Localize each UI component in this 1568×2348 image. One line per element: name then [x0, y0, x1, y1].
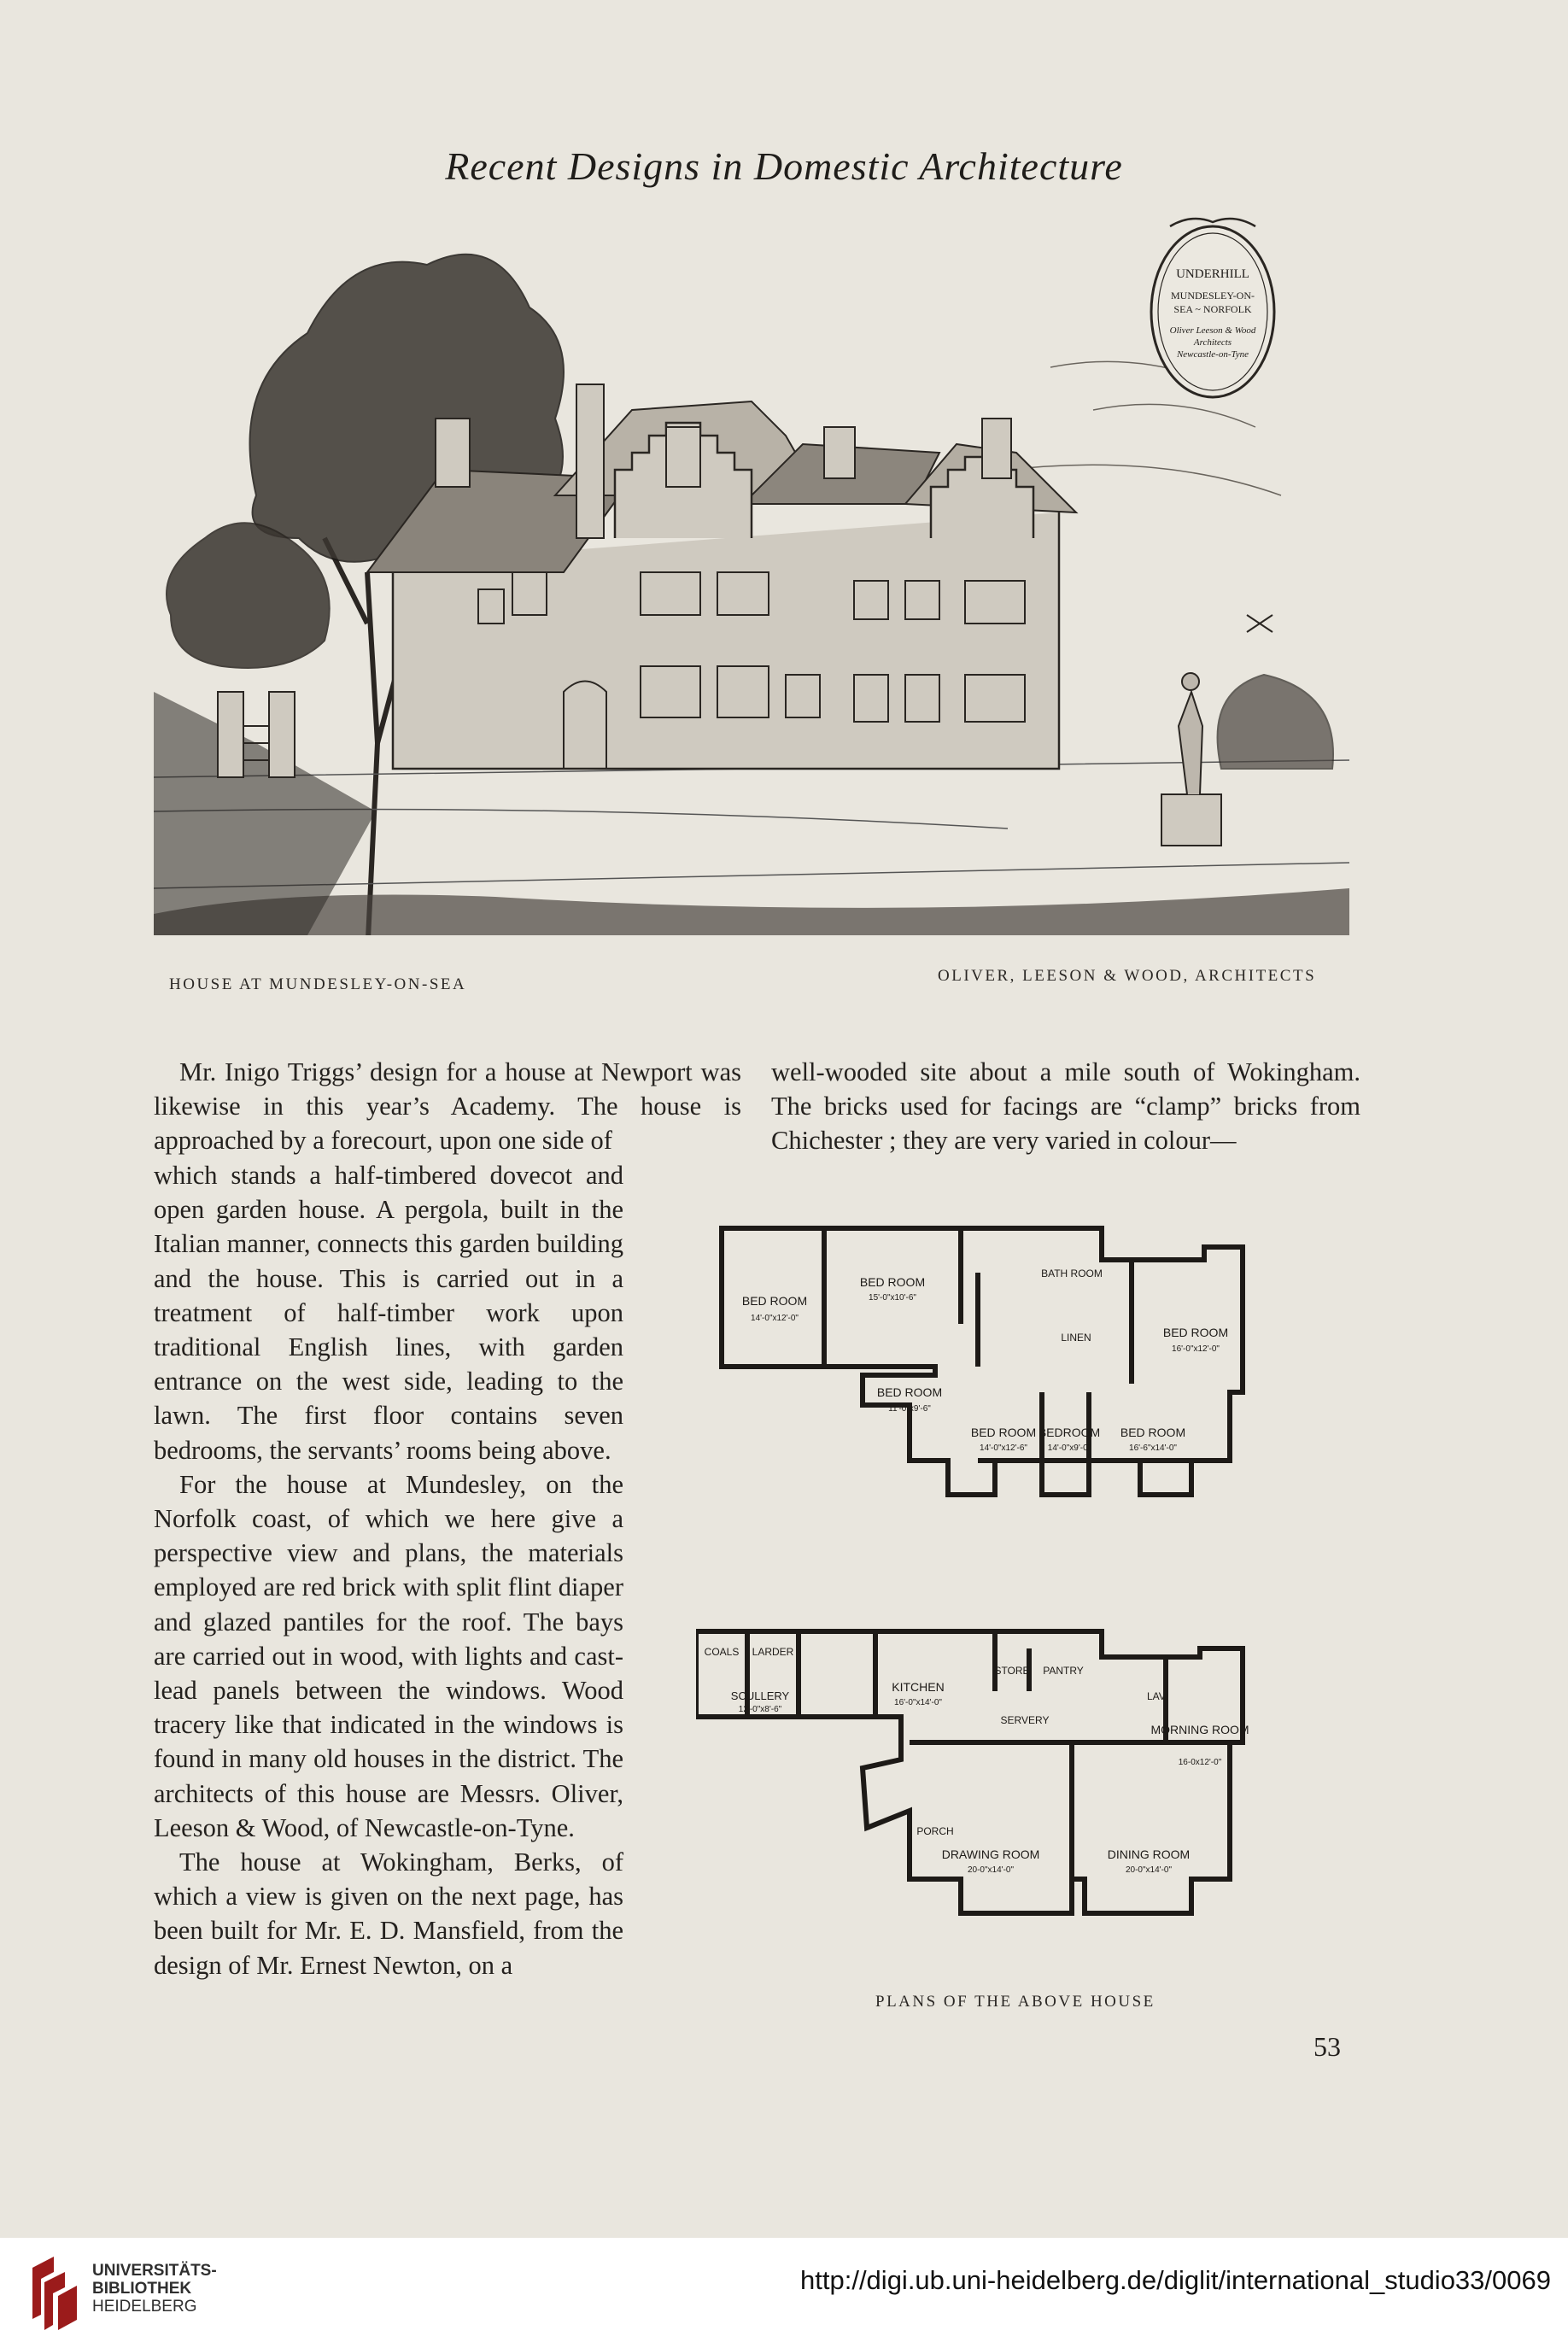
- narrow-column: [154, 1158, 623, 1982]
- plan-room-dim: 15'-0"x10'-6": [869, 1293, 916, 1303]
- plan-room-label: STORE: [994, 1665, 1030, 1677]
- cartouche-line: SEA ~ NORFOLK: [1173, 303, 1252, 315]
- plan-room-label: DINING ROOM: [1107, 1847, 1191, 1861]
- house-perspective-drawing: [154, 214, 1349, 935]
- floor-plans: [696, 1213, 1362, 1999]
- paragraph: which stands a half-timbered dovecot and open garden house. A pergola, built in the Italian manner, connects this garden building and the house. This is carried out in a treatment of half-timber work upon traditional English lines, with garden entrance on the west side, leading to the lawn. The first floor contains seven bedrooms, the servants’ rooms being above.: [154, 1161, 623, 1465]
- plan-room-label: BED ROOM: [1120, 1426, 1186, 1439]
- plan-room-dim: 16'-0"x12'-0": [1172, 1344, 1220, 1354]
- plan-room-label: LINEN: [1061, 1332, 1091, 1344]
- cartouche-line: Newcastle-on-Tyne: [1176, 349, 1249, 360]
- plan-room-label: KITCHEN: [892, 1680, 945, 1694]
- plan-room-dim: 14'-0"x9'-0": [1047, 1443, 1091, 1453]
- plan-room-label: BEDROOM: [1038, 1426, 1101, 1439]
- plan-room-dim: 11'-0"x9'-6": [888, 1404, 931, 1414]
- plan-room-label: BED ROOM: [1162, 1326, 1229, 1339]
- left-column-top: [154, 1055, 741, 1158]
- plan-room-label: LARDER: [752, 1646, 794, 1658]
- plan-room-label: DRAWING ROOM: [941, 1847, 1040, 1861]
- plan-room-label: LAV.: [1146, 1690, 1168, 1702]
- cartouche-line: UNDERHILL: [1176, 267, 1249, 281]
- paragraph: Mr. Inigo Triggs’ design for a house at Newport was likewise in this year’s Academy. The house is approached by a forecourt, upon one side of: [154, 1057, 741, 1156]
- plan-room-dim: 14'-0"x12'-6": [980, 1443, 1027, 1453]
- plan-room-dim: 20-0"x14'-0": [1125, 1865, 1173, 1875]
- plan-room-dim: 16'-6"x14'-0": [1129, 1443, 1177, 1453]
- plan-room-label: SCULLERY: [730, 1689, 790, 1702]
- cartouche-line: Oliver Leeson & Wood: [1169, 325, 1256, 336]
- library-name-line: BIBLIOTHEK: [92, 2280, 192, 2298]
- cartouche-line: MUNDESLEY-ON-: [1171, 290, 1255, 302]
- library-name-line: HEIDELBERG: [92, 2298, 197, 2316]
- cartouche-line: Architects: [1193, 337, 1232, 348]
- illustration-caption-right: OLIVER, LEESON & WOOD, ARCHITECTS: [938, 967, 1317, 985]
- plan-room-dim: 16'-0"x14'-0": [894, 1698, 942, 1707]
- source-url[interactable]: http://digi.ub.uni-heidelberg.de/diglit/international_studio33/0069: [800, 2265, 1551, 2295]
- paragraph: well-wooded site about a mile south of Wokingham. The bricks used for facings are “clamp” bricks from Chichester ; they are very varied in colour—: [771, 1057, 1360, 1156]
- plan-room-label: BED ROOM: [876, 1385, 943, 1399]
- plan-room-dim: 12'-0"x8'-6": [738, 1705, 782, 1714]
- running-title: Recent Designs in Domestic Architecture: [445, 144, 1123, 188]
- plans-caption: PLANS OF THE ABOVE HOUSE: [875, 1993, 1156, 2011]
- plan-room-label: PORCH: [916, 1825, 954, 1837]
- right-column-top: [771, 1055, 1360, 1158]
- plan-room-label: PANTRY: [1043, 1665, 1084, 1677]
- plan-room-dim: 14'-0"x12'-0": [751, 1314, 799, 1323]
- paragraph: For the house at Mundesley, on the Norfolk coast, of which we here give a perspective view and plans, the materials employed are red brick with split flint diaper and glazed pantiles for the roof. The bays are carried out in wood, with lights and cast-lead panels between the windows. Wood tracery like that indicated in the windows is found in many old houses in the district. The architects of this house are Messrs. Oliver, Leeson & Wood, of Newcastle-on-Tyne.: [154, 1469, 623, 1842]
- plan-room-label: SERVERY: [1000, 1714, 1050, 1726]
- plan-room-label: MORNING ROOM: [1150, 1723, 1249, 1736]
- plan-room-dim: 16-0x12'-0": [1178, 1758, 1222, 1767]
- library-name: [92, 2262, 217, 2316]
- library-logo-icon: [24, 2255, 84, 2332]
- plan-room-dim: 20-0"x14'-0": [967, 1865, 1015, 1875]
- illustration-caption-left: HOUSE AT MUNDESLEY-ON-SEA: [169, 975, 467, 993]
- plan-room-label: BED ROOM: [859, 1275, 926, 1289]
- library-name-line: UNIVERSITÄTS-: [92, 2262, 217, 2280]
- page-number: 53: [1313, 2031, 1341, 2062]
- plan-room-label: BATH ROOM: [1041, 1268, 1103, 1279]
- plan-room-label: BED ROOM: [741, 1294, 808, 1308]
- plan-room-label: BED ROOM: [970, 1426, 1037, 1439]
- plan-room-label: COALS: [704, 1646, 740, 1658]
- paragraph: The house at Wokingham, Berks, of which a view is given on the next page, has been built for Mr. E. D. Mansfield, from the design of Mr. Ernest Newton, on a: [154, 1847, 623, 1980]
- title-cartouche: [1151, 219, 1274, 397]
